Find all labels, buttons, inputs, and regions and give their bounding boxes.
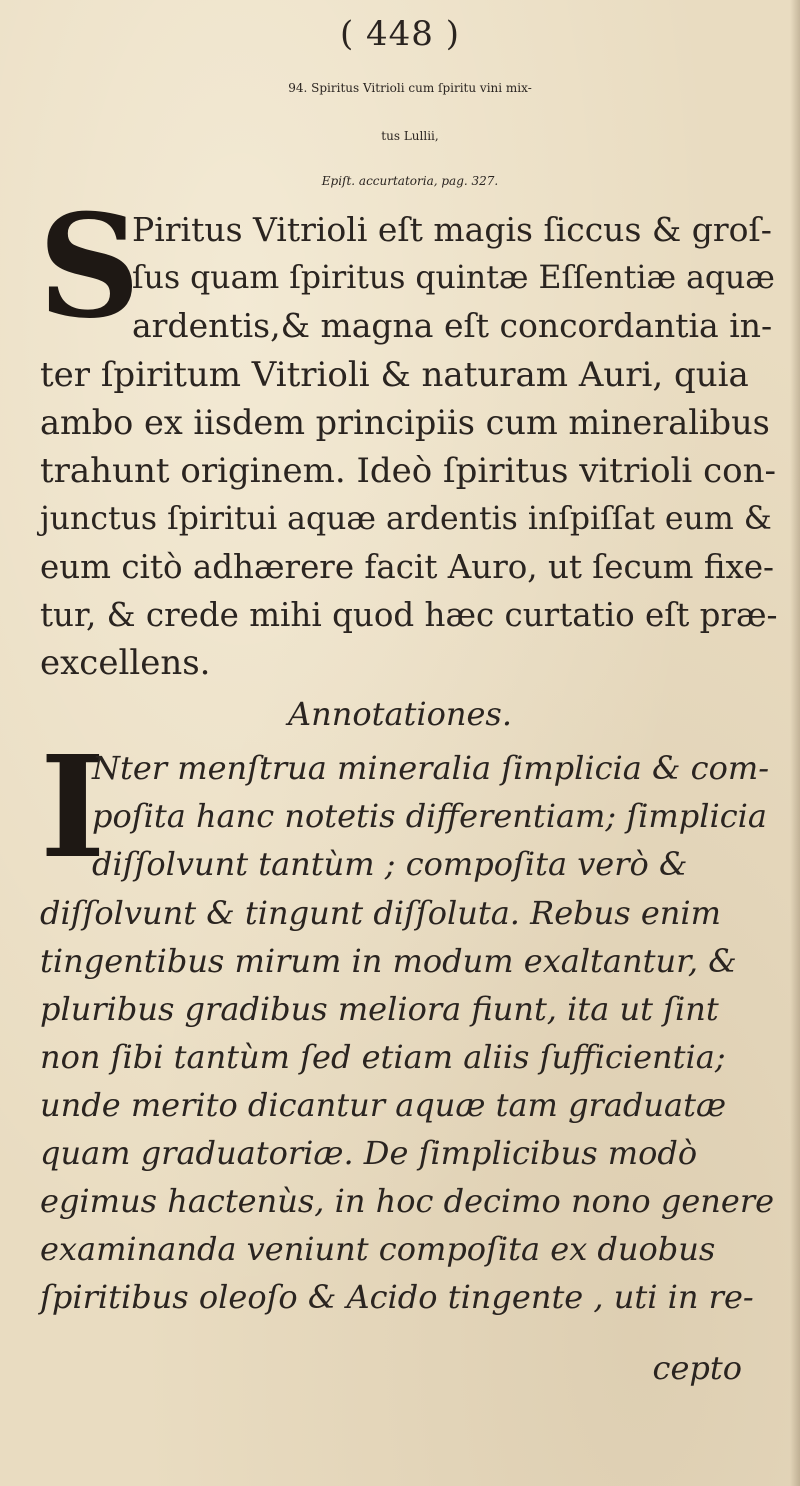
page-number: ( 448 ) [339, 14, 461, 54]
text-line: ſus quam ſpiritus quintæ Eſſentiæ aquæ [132, 260, 775, 296]
annotations-heading: Annotationes. [287, 695, 513, 733]
section-heading-line-1: 94. Spiritus Vitrioli cum ſpiritu vini mix- [288, 81, 532, 95]
text-line: Nter menſtrua mineralia ſimplicia & com- [92, 749, 770, 787]
text-line: excellens. [40, 643, 211, 683]
text-line: trahunt originem. Ideò ſpiritus vitrioli con- [40, 451, 777, 491]
text-line: Piritus Vitrioli eſt magis ſiccus & groſ- [132, 210, 772, 249]
citation: Epiſt. accurtatoria, pag. 327. [321, 174, 499, 188]
text-line: quam graduatoriæ. De ſimplicibus modò [40, 1134, 698, 1172]
text-line: egimus hactenùs, in hoc decimo nono genere [40, 1182, 775, 1220]
text-line: ſpiritibus oleoſo & Acido tingente , uti in re- [40, 1278, 754, 1316]
text-line: diſſolvunt & tingunt diſſoluta. Rebus enim [40, 894, 721, 932]
text-line: poſita hanc notetis differentiam; ſimplicia [92, 797, 767, 835]
text-line: junctus ſpiritui aquæ ardentis inſpiſſat eum & [40, 501, 772, 537]
text-line: examinanda veniunt compoſita ex duobus [40, 1230, 716, 1268]
text-line: non ſibi tantùm ſed etiam aliis ſufficientia; [40, 1038, 726, 1076]
page-edge-shadow [790, 0, 800, 1486]
text-line: ardentis,& magna eſt concordantia in- [132, 306, 773, 345]
text-line: unde merito dicantur aquæ tam graduatæ [40, 1086, 727, 1124]
text-line: pluribus gradibus meliora fiunt, ita ut ſint [40, 990, 719, 1028]
section-heading-line-2: tus Lullii, [381, 129, 439, 143]
text-line: tingentibus mirum in modum exaltantur, & [40, 942, 737, 980]
text-line: eum citò adhærere facit Auro, ut ſecum fixe- [40, 548, 775, 586]
catchword: cepto [652, 1349, 742, 1387]
text-line: ambo ex iisdem principiis cum mineralibus [40, 403, 770, 442]
text-line: diſſolvunt tantùm ; compoſita verò & [92, 845, 688, 883]
drop-cap-s: S [38, 184, 141, 350]
text-line: ter ſpiritum Vitrioli & naturam Auri, quia [40, 355, 749, 395]
text-line: tur, & crede mihi quod hæc curtatio eſt præ- [40, 596, 778, 634]
drop-cap-i: I [40, 726, 106, 890]
